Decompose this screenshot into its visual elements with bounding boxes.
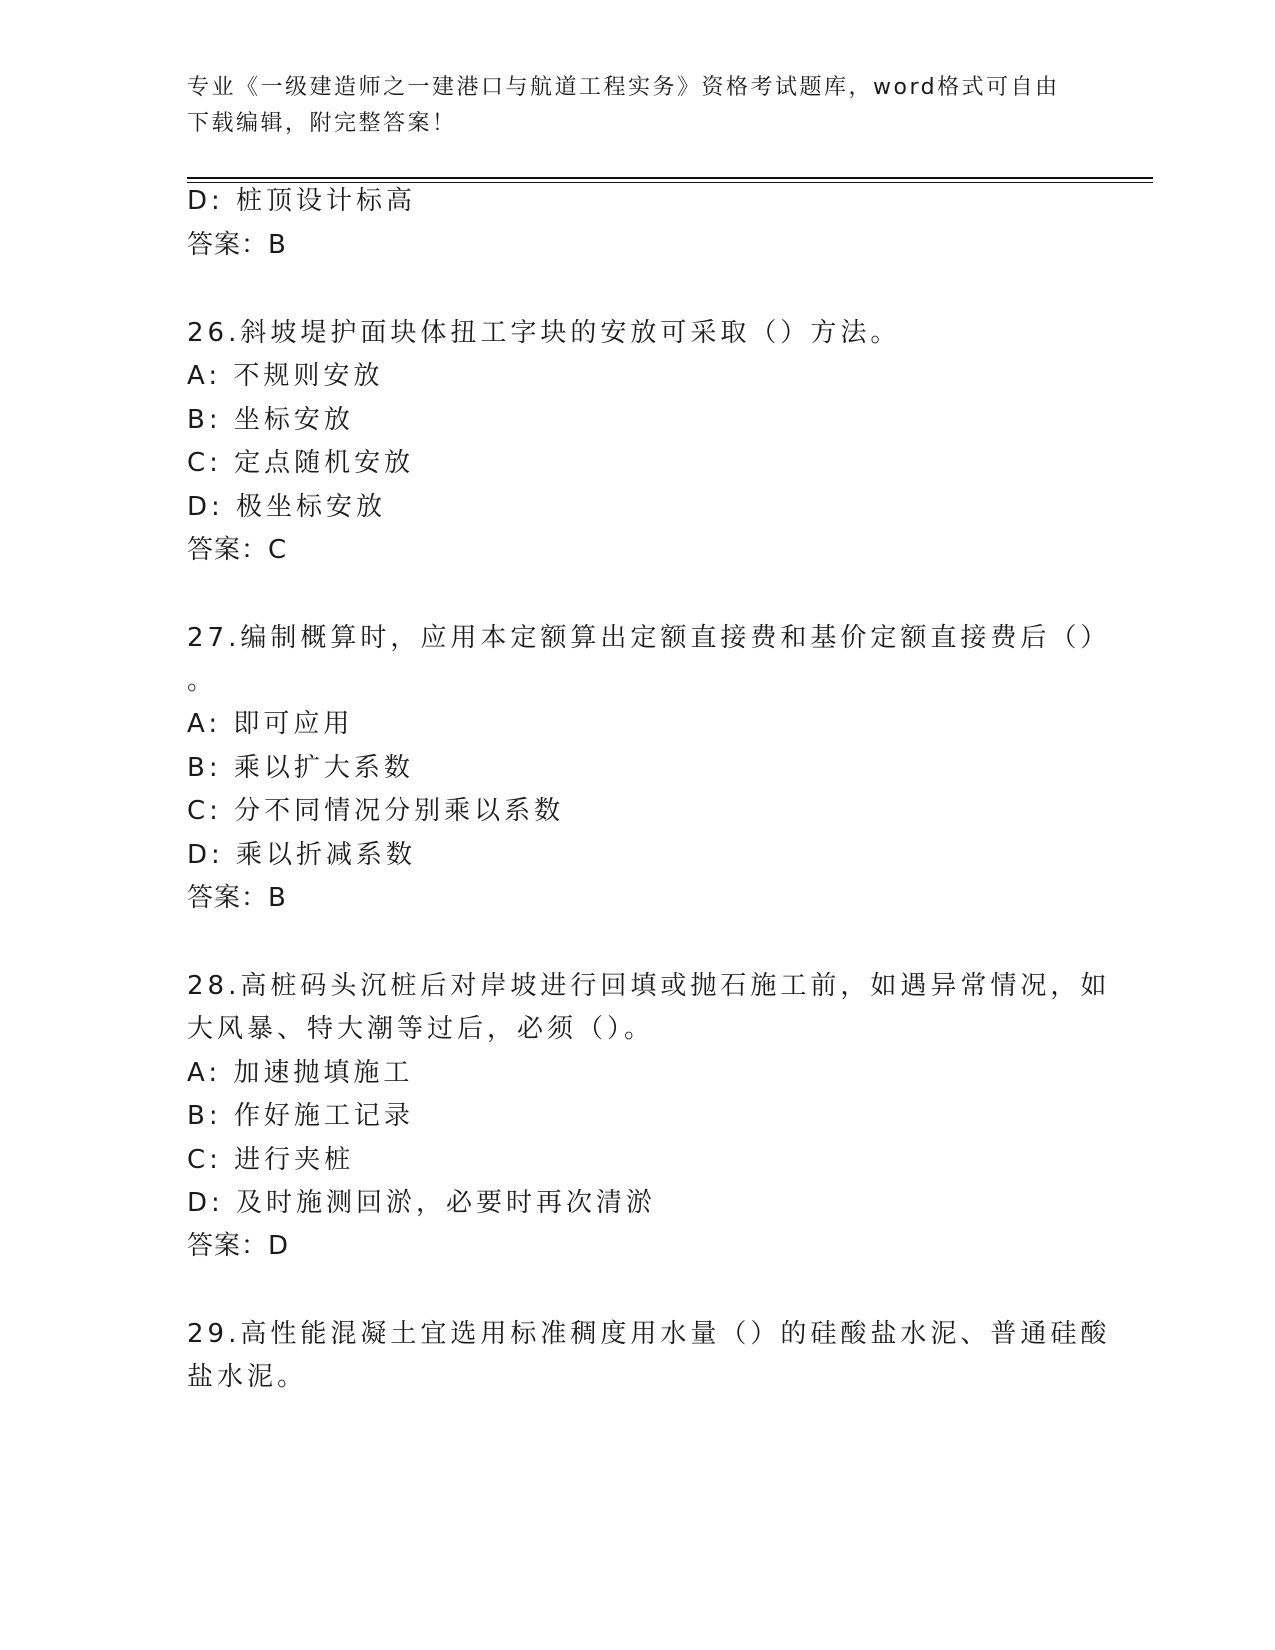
q25-option-d: D: 桩顶设计标高 xyxy=(187,186,417,216)
q28-answer: 答案：D xyxy=(187,1231,290,1261)
q27-option-d: D: 乘以折减系数 xyxy=(187,840,417,870)
q26-option-a: A: 不规则安放 xyxy=(187,361,384,391)
q26-option-c: C: 定点随机安放 xyxy=(187,448,415,478)
q27-stem-line-2: 。 xyxy=(187,666,218,696)
q28-option-a: A: 加速抛填施工 xyxy=(187,1058,414,1088)
document-header xyxy=(187,70,1067,142)
header-rule-thick xyxy=(187,177,1153,179)
q27-option-b: B: 乘以扩大系数 xyxy=(187,753,414,783)
q28-option-c: C: 进行夹桩 xyxy=(187,1145,355,1175)
header-line-2: 下载编辑，附完整答案！ xyxy=(187,111,457,136)
q28-stem-line-1: 28.高桩码头沉桩后对岸坡进行回填或抛石施工前，如遇异常情况，如 xyxy=(187,971,1111,1001)
q26-answer: 答案：C xyxy=(187,535,288,565)
q29-stem-line-2: 盐水泥。 xyxy=(187,1362,308,1392)
header-line-1: 专业《一级建造师之一建港口与航道工程实务》资格考试题库，word格式可自由 xyxy=(187,75,1060,100)
q27-stem-line-1: 27.编制概算时，应用本定额算出定额直接费和基价定额直接费后（） xyxy=(187,623,1111,653)
q26-stem: 26.斜坡堤护面块体扭工字块的安放可采取（）方法。 xyxy=(187,318,901,348)
q28-stem-line-2: 大风暴、特大潮等过后，必须（）。 xyxy=(187,1014,655,1044)
q28-option-d: D: 及时施测回淤，必要时再次清淤 xyxy=(187,1188,657,1218)
q27-option-c: C: 分不同情况分别乘以系数 xyxy=(187,796,565,826)
q27-option-a: A: 即可应用 xyxy=(187,709,354,739)
q27-answer: 答案：B xyxy=(187,883,287,913)
header-rule-thin xyxy=(187,182,1153,183)
q26-option-d: D: 极坐标安放 xyxy=(187,492,387,522)
q26-option-b: B: 坐标安放 xyxy=(187,405,354,435)
q28-option-b: B: 作好施工记录 xyxy=(187,1101,414,1131)
q29-stem-line-1: 29.高性能混凝土宜选用标准稠度用水量（）的硅酸盐水泥、普通硅酸 xyxy=(187,1319,1111,1349)
q25-answer: 答案：B xyxy=(187,230,287,260)
